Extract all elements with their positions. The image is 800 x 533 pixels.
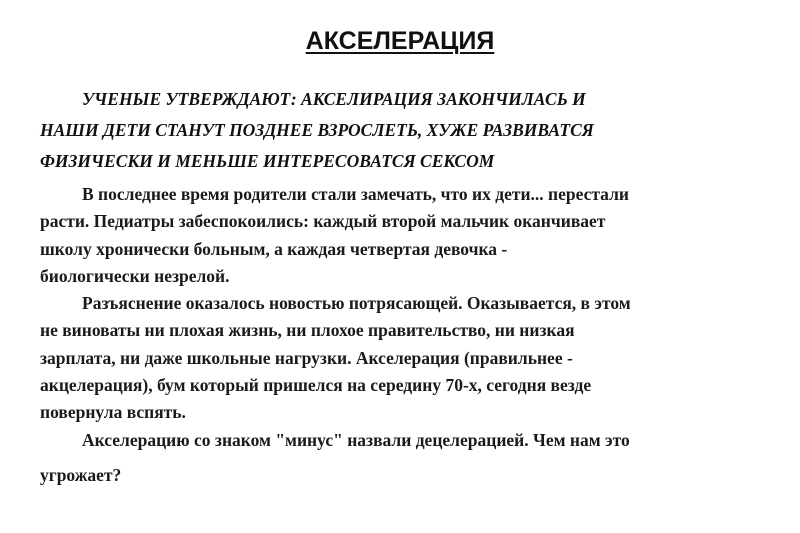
body-line: Разъяснение оказалось новостью потрясающей. Оказывается, в этом: [82, 293, 631, 314]
body-line: повернула вспять.: [40, 402, 186, 423]
body-line: не виноваты ни плохая жизнь, ни плохое правительство, ни низкая: [40, 320, 575, 341]
body-line: биологически незрелой.: [40, 265, 230, 286]
lead-line: УЧЕНЫЕ УТВЕРЖДАЮТ: АКСЕЛИРАЦИЯ ЗАКОНЧИЛАСЬ И: [82, 89, 586, 109]
body-line: угрожает?: [40, 464, 122, 485]
lead-paragraph: [40, 84, 760, 177]
lead-line: ФИЗИЧЕСКИ И МЕНЬШЕ ИНТЕРЕСОВАТСЯ СЕКСОМ: [40, 151, 495, 171]
lead-line: НАШИ ДЕТИ СТАНУТ ПОЗДНЕЕ ВЗРОСЛЕТЬ, ХУЖЕ РАЗВИВАТСЯ: [40, 120, 594, 140]
body-line: расти. Педиатры забеспокоились: каждый второй мальчик оканчивает: [40, 211, 606, 232]
body-line: школу хронически больным, а каждая четвертая девочка -: [40, 238, 508, 259]
body-line: акцелерация), бум который пришелся на середину 70-х, сегодня везде: [40, 375, 592, 396]
body-line: Акселерацию со знаком "минус" назвали децелерацией. Чем нам это: [82, 429, 630, 450]
body-line: В последнее время родители стали замечать, что их дети... перестали: [82, 184, 629, 204]
slide-title: АКСЕЛЕРАЦИЯ: [305, 27, 495, 55]
body-line: зарплата, ни даже школьные нагрузки. Акселерация (правильнее -: [40, 347, 573, 368]
body-text: [40, 181, 770, 489]
